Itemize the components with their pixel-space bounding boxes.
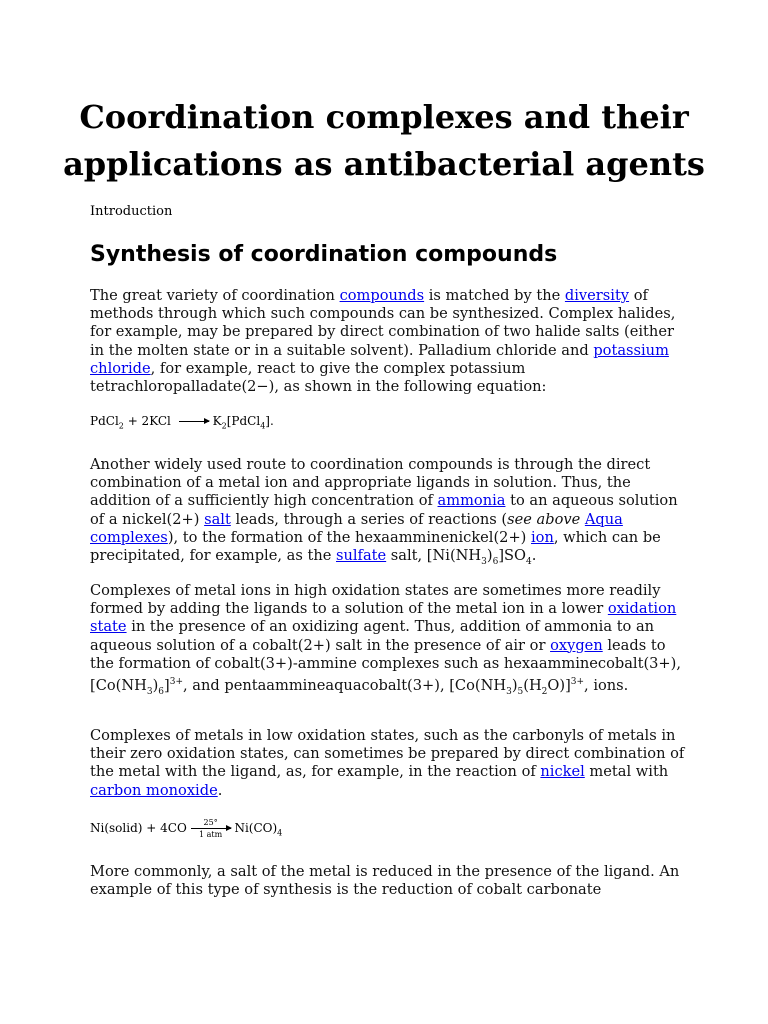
text: ] — [164, 676, 170, 694]
text: O)] — [547, 676, 571, 694]
arrow-condition-bottom: 1 atm — [199, 830, 223, 839]
link-diversity[interactable]: diversity — [564, 287, 630, 304]
paragraph-2 — [90, 456, 690, 571]
subscript: 2 — [541, 686, 548, 697]
text: is matched by the — [424, 287, 565, 304]
eq-sub: 2 — [118, 421, 124, 431]
emphasis-text: see above — [507, 510, 581, 528]
link-oxidation-state[interactable]: oxidation state — [90, 600, 677, 636]
text: , for example, react to give the complex potassium tetrachloropalladate(2−), as shown in the following equation: — [90, 359, 547, 396]
text: Another widely used route to coordination compounds is through the direct combination of a metal ion and appropriate ligands in solution. Thus, the addition of a sufficiently high concentration of — [90, 456, 651, 510]
link-potassium-chloride[interactable]: potassium chloride — [90, 341, 669, 377]
eq-text: Ni(CO) — [234, 821, 278, 835]
subscript: 4 — [525, 556, 532, 567]
superscript: 3+ — [169, 677, 183, 688]
text: to an aqueous solution of a nickel(2+) — [90, 492, 678, 528]
subscript: 5 — [517, 686, 524, 697]
text: Complexes of metal ions in high oxidation states are sometimes more readily formed by adding the ligands to a solution of the metal ion in a lower — [90, 582, 661, 618]
subscript: 6 — [158, 686, 165, 697]
subscript: 3 — [506, 686, 512, 697]
text: ]SO — [498, 547, 526, 565]
text: . — [531, 547, 537, 565]
reaction-arrow-icon — [179, 421, 209, 422]
link-aqua-complexes[interactable]: Aqua complexes — [90, 510, 623, 546]
link-sulfate[interactable]: sulfate — [336, 547, 387, 565]
text: The great variety of coordination — [90, 287, 340, 304]
text: leads to the formation of cobalt(3+)-ammine complexes such as hexaamminecobalt(3+), [Co(NH — [90, 636, 681, 694]
eq-text: [PdCl — [226, 414, 261, 428]
eq-text: Ni(solid) + 4CO — [90, 821, 187, 835]
paragraph-4 — [90, 727, 690, 800]
link-carbon-monoxide[interactable]: carbon monoxide — [90, 781, 218, 799]
paragraph-1 — [90, 287, 690, 396]
text: Complexes of metals in low oxidation states, such as the carbonyls of metals in their zero oxidation states, can sometimes be prepared by direct combination of the metal with the ligand, as, for example, in the reaction of — [90, 727, 685, 781]
eq-sub: 2 — [221, 421, 227, 431]
text: salt, [Ni(NH — [386, 547, 482, 565]
text: , and pentaammineaquacobalt(3+), [Co(NH — [183, 676, 507, 694]
equation-2 — [90, 818, 282, 839]
subscript: 3 — [146, 686, 153, 697]
arrow-condition-top: 25° — [203, 818, 218, 827]
text: . — [217, 781, 223, 799]
equation-1 — [90, 414, 274, 430]
eq-sub: 4 — [260, 421, 266, 431]
text: , which can be precipitated, for example, as the — [90, 528, 661, 565]
text: , ions. — [584, 676, 629, 694]
introduction-label: Introduction — [90, 204, 173, 219]
paragraph-5: More commonly, a salt of the metal is reduced in the presence of the ligand. An example of this type of synthesis is the reduction of cobalt carbonate — [90, 863, 680, 899]
link-ammonia[interactable]: ammonia — [437, 492, 506, 510]
section-heading: Synthesis of coordination compounds — [90, 242, 558, 267]
link-nickel[interactable]: nickel — [540, 763, 585, 781]
eq-text: PdCl — [90, 414, 119, 428]
eq-text: + 2KCl — [123, 414, 175, 428]
text: ) — [152, 676, 159, 694]
subscript: 3 — [481, 556, 487, 567]
text: metal with — [584, 763, 669, 781]
text: in the presence of an oxidizing agent. Thus, addition of ammonia to an aqueous solution of a cobalt(2+) salt in the presence of air or — [90, 618, 655, 654]
subscript: 6 — [492, 556, 499, 567]
text: ) — [486, 547, 493, 565]
text: ), to the formation of the hexaamminenickel(2+) — [167, 528, 532, 546]
text: leads, through a series of reactions ( — [230, 510, 508, 528]
eq-text: K — [212, 414, 222, 428]
reaction-arrow-icon — [191, 818, 231, 839]
text: (H — [523, 676, 542, 694]
eq-text: ]. — [265, 414, 274, 428]
superscript: 3+ — [570, 677, 585, 688]
text: ) — [511, 676, 518, 694]
link-ion[interactable]: ion — [531, 528, 554, 546]
document-title: Coordination complexes and their applications as antibacterial agents — [63, 98, 705, 183]
link-oxygen[interactable]: oxygen — [550, 636, 603, 654]
paragraph-3 — [90, 582, 690, 701]
link-compounds[interactable]: compounds — [339, 287, 425, 304]
eq-sub: 4 — [277, 828, 283, 838]
link-salt[interactable]: salt — [204, 510, 231, 528]
text: of methods through which such compounds can be synthesized. Complex halides, for example, may be prepared by direct combination of two halide salts (either in the molten state or in a suitable solvent). Palladium chloride and — [90, 287, 676, 359]
